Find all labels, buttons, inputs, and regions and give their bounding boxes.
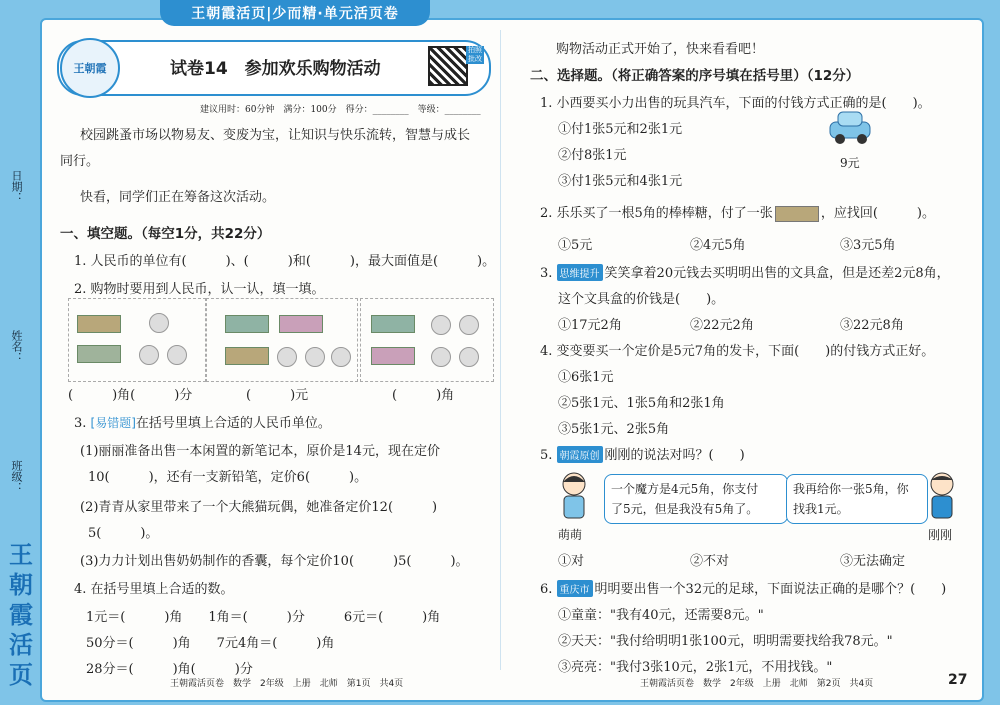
q6-opt-1: ①童童："我有40元，还需要8元。": [558, 608, 764, 623]
money-answer-2: ( )元: [246, 388, 309, 403]
intro-line-1: 校园跳蚤市场以物易友、变废为宝，让知识与快乐流转，智慧与成长: [80, 128, 471, 143]
banknote-icon: [225, 347, 269, 365]
speech-bubble-right: [786, 474, 928, 524]
money-answer-3: ( )角: [392, 388, 455, 403]
money-group-1: [68, 298, 206, 382]
q3-line-1: (1)丽丽准备出售一本闲置的新笔记本，原价是14元，现在定价: [80, 444, 440, 459]
q4-row-1: 1元＝( )角 1角＝( )分 6元＝( )角: [86, 610, 441, 625]
q4-opt-1: ①6张1元: [558, 370, 614, 385]
q3-line-3: (2)青青从家里带来了一个大熊猫玩偶，她准备定价12( ): [80, 500, 438, 515]
banknote-icon: [279, 315, 323, 333]
qr-code-icon: [428, 46, 468, 86]
class-label: 班级：: [10, 460, 23, 493]
q3-opt-1: ①17元2角: [558, 318, 622, 333]
coin-icon: [459, 315, 479, 335]
bubble-right-line-2: 找我1元。: [793, 502, 849, 516]
question-2-6: 6. 重庆市 明明要出售一个32元的足球，下面说法正确的是哪个？( ): [540, 582, 947, 597]
header-banner: 王朝霞活页|少而精·单元活页卷: [160, 0, 430, 26]
q3-line-2: 10( )，还有一支新铅笔，定价6( )。: [88, 470, 368, 485]
q5-text: 刚刚的说法对吗？( ): [604, 448, 745, 463]
q2-text: 2. 乐乐买了一根5角的棒棒糖，付了一张: [540, 206, 773, 221]
meta-info: 建议用时：60分钟 满分：100分 得分：________ 等级：________: [200, 105, 481, 115]
q4-opt-3: ③5张1元、2张5角: [558, 422, 670, 437]
question-2-5: 5. 朝霞原创 刚刚的说法对吗？( ): [540, 448, 745, 463]
name-right: 刚刚: [928, 528, 953, 542]
money-answer-1: ( )角( )分: [68, 388, 193, 403]
question-1-2: 2. 购物时要用到人民币，认一认，填一填。: [74, 282, 325, 297]
bubble-right-line-1: 我再给你一张5角，你: [793, 482, 909, 496]
coin-icon: [277, 347, 297, 367]
q4-opt-2: ②5张1元、1张5角和2张1角: [558, 396, 725, 411]
name-left: 萌萌: [558, 528, 583, 542]
coin-icon: [149, 313, 169, 333]
coin-icon: [305, 347, 325, 367]
toy-car-icon: [826, 108, 874, 148]
coin-icon: [167, 345, 187, 365]
car-price: 9元: [840, 156, 860, 170]
question-2-3: 3. 思维提升 笑笑拿着20元钱去买明明出售的文具盒，但是还差2元8角，: [540, 266, 950, 281]
coin-icon: [459, 347, 479, 367]
banknote-icon: [371, 315, 415, 333]
intro-line-3: 快看，同学们正在筹备这次活动。: [80, 190, 276, 205]
page-number: 27: [948, 672, 968, 688]
bubble-left-line-1: 一个魔方是4元5角，你支付: [611, 482, 759, 496]
city-tag: 重庆市: [557, 580, 593, 597]
q1-opt-2: ②付8张1元: [558, 148, 627, 163]
q2-opt-2: ②4元5角: [690, 238, 746, 253]
page-title: 试卷14 参加欢乐购物活动: [170, 59, 381, 79]
coin-icon: [431, 347, 451, 367]
thinking-tag: 思维提升: [557, 264, 603, 281]
q3-line-4: 5( )。: [88, 526, 159, 541]
intro-line-2: 同行。: [60, 154, 100, 169]
error-prone-tag: [易错题]: [90, 416, 136, 430]
right-intro: 购物活动正式开始了，快来看看吧！: [556, 42, 765, 57]
original-tag: 朝霞原创: [557, 446, 603, 463]
banknote-icon: [371, 347, 415, 365]
q2-opt-1: ①5元: [558, 238, 593, 253]
footer-right: 王朝霞活页卷 数学 2年级 上册 北师 第2页 共4页: [640, 679, 874, 689]
speech-bubble-left: [604, 474, 788, 524]
banknote-icon: [77, 345, 121, 363]
q1-opt-1: ①付1张5元和2张1元: [558, 122, 683, 137]
section-2-heading: 二、选择题。（将正确答案的序号填在括号里）（12分）: [530, 68, 860, 84]
name-label: 姓名：: [10, 330, 23, 363]
question-1-3: 3. [易错题]在括号里填上合适的人民币单位。: [74, 416, 331, 431]
brand-logo: 王朝霞: [60, 38, 120, 98]
q2-tail: ，应找回( )。: [820, 206, 935, 221]
side-brand: 王朝霞活页: [9, 540, 33, 689]
q1-opt-3: ③付1张5元和4张1元: [558, 174, 683, 189]
q5-opt-1: ①对: [558, 554, 585, 569]
banknote-icon: [77, 315, 121, 333]
q4-row-2: 50分＝( )角 7元4角＝( )角: [86, 636, 335, 651]
qr-note: 拍照批改: [468, 46, 482, 63]
q3-opt-2: ②22元2角: [690, 318, 754, 333]
coin-icon: [431, 315, 451, 335]
q2-opt-3: ③3元5角: [840, 238, 896, 253]
bubble-left-line-2: 了5元，但是我没有5角了。: [611, 502, 759, 516]
q3-opt-3: ③22元8角: [840, 318, 904, 333]
question-2-4: 4. 变变要买一个定价是5元7角的发卡，下面( )的付钱方式正好。: [540, 344, 935, 359]
money-group-3: [360, 298, 494, 382]
money-group-2: [206, 298, 358, 382]
section-1-heading: 一、填空题。（每空1分，共22分）: [60, 226, 271, 242]
coin-icon: [331, 347, 351, 367]
q5-opt-2: ②不对: [690, 554, 730, 569]
boy-figure-icon: [924, 470, 960, 522]
question-1-4: 4. 在括号里填上合适的数。: [74, 582, 234, 597]
q5-opt-3: ③无法确定: [840, 554, 906, 569]
banknote-icon: [775, 206, 819, 222]
q6-text: 明明要出售一个32元的足球，下面说法正确的是哪个？( ): [594, 582, 947, 597]
q4-row-3: 28分＝( )角( )分: [86, 662, 253, 677]
question-1-3-text: 在括号里填上合适的人民币单位。: [135, 416, 331, 431]
question-2-1: 1. 小西要买小力出售的玩具汽车，下面的付钱方式正确的是( )。: [540, 96, 931, 111]
page-divider: [500, 30, 501, 670]
q6-opt-2: ②天天："我付给明明1张100元，明明需要找给我78元。": [558, 634, 893, 649]
question-1-1: 1. 人民币的单位有( )、( )和( )，最大面值是( )。: [74, 254, 496, 269]
q6-opt-3: ③亮亮："我付3张10元，2张1元，不用找钱。": [558, 660, 833, 675]
banknote-icon: [225, 315, 269, 333]
coin-icon: [139, 345, 159, 365]
date-label: 日期：: [10, 170, 23, 203]
q3-text-2: 这个文具盒的价钱是( )。: [558, 292, 725, 307]
footer-left: 王朝霞活页卷 数学 2年级 上册 北师 第1页 共4页: [170, 679, 404, 689]
girl-figure-icon: [556, 470, 592, 522]
q3-line-5: (3)力力计划出售奶奶制作的香囊，每个定价10( )5( )。: [80, 554, 469, 569]
q3-text: 笑笑拿着20元钱去买明明出售的文具盒，但是还差2元8角，: [604, 266, 950, 281]
question-2-2: [540, 202, 935, 222]
